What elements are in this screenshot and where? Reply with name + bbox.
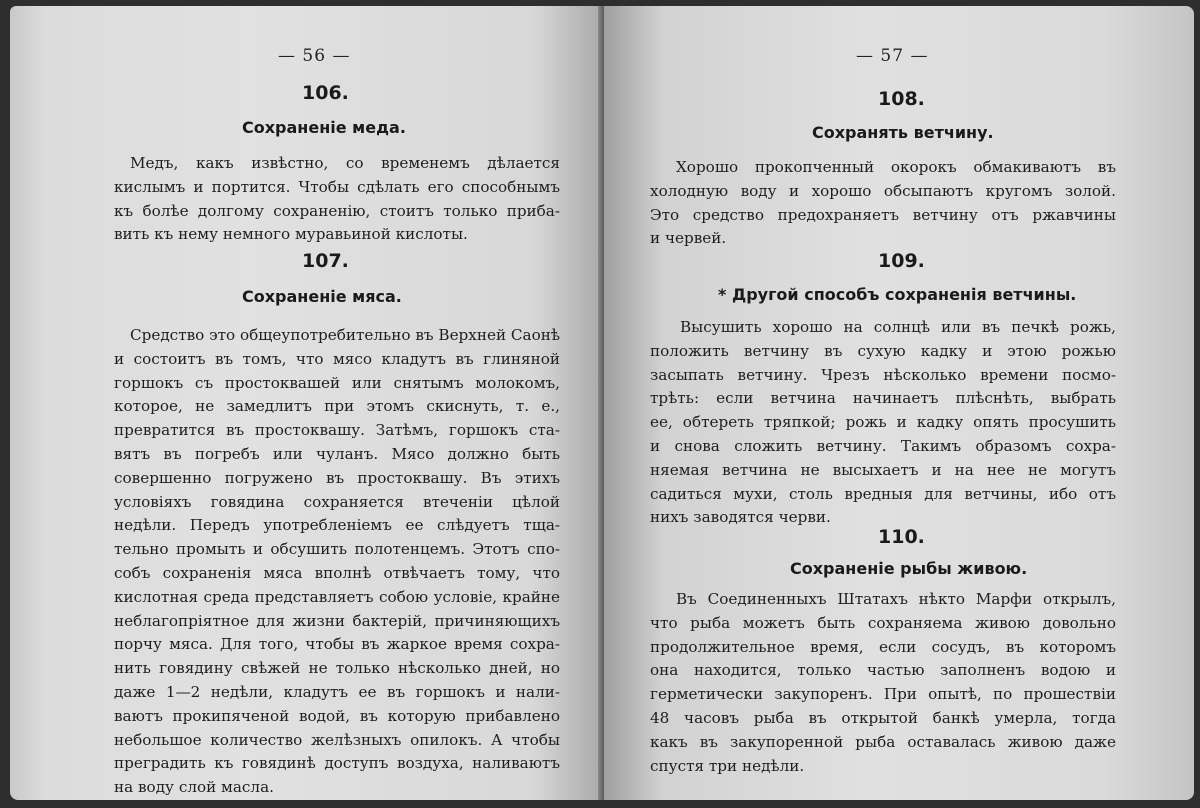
text-line: преградить къ говядинѣ доступъ воздуха, наливаютъ [114,754,560,773]
text-line: 48 часовъ рыба въ открытой банкѣ умерла, тогда [650,708,1116,727]
text-line: садиться мухи, столь вредныя для ветчины, ибо отъ [650,484,1116,503]
paragraph [650,316,1116,530]
text-line: небольшое количество желѣзныхъ опилокъ. А чтобы [114,730,560,749]
section-title: * Другой способъ сохраненія ветчины. [718,285,1077,304]
text-line: положить ветчину въ сухую кадку и этою рожью [650,341,1116,360]
text-line: спустя три недѣли. [650,756,805,775]
text-line: недѣли. Передъ употребленіемъ ее слѣдуетъ тща- [114,516,560,535]
text-line: и червей. [650,229,727,248]
text-line: и снова сложить ветчину. Такимъ образомъ сохра- [650,436,1116,455]
text-line: къ болѣе долгому сохраненію, стоитъ только приба- [114,201,560,220]
text-line: нить говядину свѣжей не только нѣсколько дней, но [114,659,560,678]
text-line: Медъ, какъ извѣстно, со временемъ дѣлается [130,154,560,172]
section-number: 107. [302,250,349,272]
page-number: — 57 — [856,46,929,66]
text-line: которое, не замедлитъ при этомъ скиснуть, т. е., [114,397,560,416]
text-line: даже 1—2 недѣли, кладутъ ее въ горшокъ и нали- [114,682,560,701]
text-line: засыпать ветчину. Чрезъ нѣсколько времени посмо- [650,365,1116,384]
text-line: какъ въ закупоренной рыба оставалась живою даже [650,732,1116,751]
paragraph [650,588,1116,778]
text-line: ваютъ прокипяченой водой, въ которую прибавлено [114,706,560,725]
right-page [604,6,1194,800]
paragraph [114,152,560,247]
text-line: вятъ въ погребъ или чуланъ. Мясо должно быть [114,444,560,463]
text-line: на воду слой масла. [114,778,274,797]
text-line: что рыба можетъ быть сохраняема живою довольно [650,613,1116,632]
text-line: нихъ заводятся черви. [650,508,831,527]
text-line: холодную воду и хорошо обсыпаютъ кругомъ золой. [650,181,1116,200]
text-line: она находится, только частью заполненъ водою и [650,661,1116,680]
section-title: Сохраненіе рыбы живою. [790,559,1028,578]
section-title: Сохранять ветчину. [812,123,994,142]
paragraph [650,156,1116,251]
text-line: Высушить хорошо на солнцѣ или въ печкѣ рожь, [680,318,1116,336]
section-number: 106. [302,82,349,104]
text-line: ее, обтереть тряпкой; рожь и кадку опять просушить [650,413,1116,432]
paragraph [114,324,560,800]
text-line: собъ сохраненія мяса вполнѣ отвѣчаетъ тому, что [114,563,560,582]
text-line: Это средство предохраняетъ ветчину отъ ржавчины [650,205,1116,224]
section-number: 109. [878,250,925,272]
left-page [10,6,604,800]
text-line: совершенно погружено въ простоквашу. Въ этихъ [114,468,560,487]
section-number: 108. [878,88,925,110]
section-title: Сохраненіе мяса. [242,287,402,306]
text-line: Средство это общеупотребительно въ Верхней Саонѣ [130,326,561,344]
text-line: вить къ нему немного муравьиной кислоты. [114,225,468,244]
text-line: тельно промыть и обсушить полотенцемъ. Этотъ спо- [114,540,560,559]
text-line: Хорошо прокопченный окорокъ обмакиваютъ въ [676,158,1116,176]
text-line: порчу мяса. Для того, чтобы въ жаркое время сохра- [114,635,560,654]
text-line: горшокъ съ простоквашей или снятымъ молокомъ, [114,373,560,392]
text-line: кислымъ и портится. Чтобы сдѣлать его способнымъ [114,177,560,196]
text-line: герметически закупоренъ. При опытѣ, по прошествіи [650,685,1116,704]
text-line: превратится въ простоквашу. Затѣмъ, горшокъ ста- [114,421,560,440]
text-line: и состоитъ въ томъ, что мясо кладутъ въ глиняной [114,349,560,368]
text-line: няемая ветчина не высыхаетъ и на нее не могутъ [650,460,1116,479]
text-line: трѣть: если ветчина начинаетъ плѣснѣть, выбрать [650,389,1116,408]
section-title: Сохраненіе меда. [242,118,406,137]
text-line: кислотная среда представляетъ собою условіе, крайне [114,587,560,606]
page-number: — 56 — [278,46,351,66]
text-line: неблагопріятное для жизни бактерій, причиняющихъ [114,611,560,630]
text-line: Въ Соединенныхъ Штатахъ нѣкто Марфи открылъ, [676,590,1116,608]
text-line: продолжительное время, если сосудъ, въ которомъ [650,637,1116,656]
text-line: условіяхъ говядина сохраняется втеченіи цѣлой [114,492,560,511]
section-number: 110. [878,526,925,548]
